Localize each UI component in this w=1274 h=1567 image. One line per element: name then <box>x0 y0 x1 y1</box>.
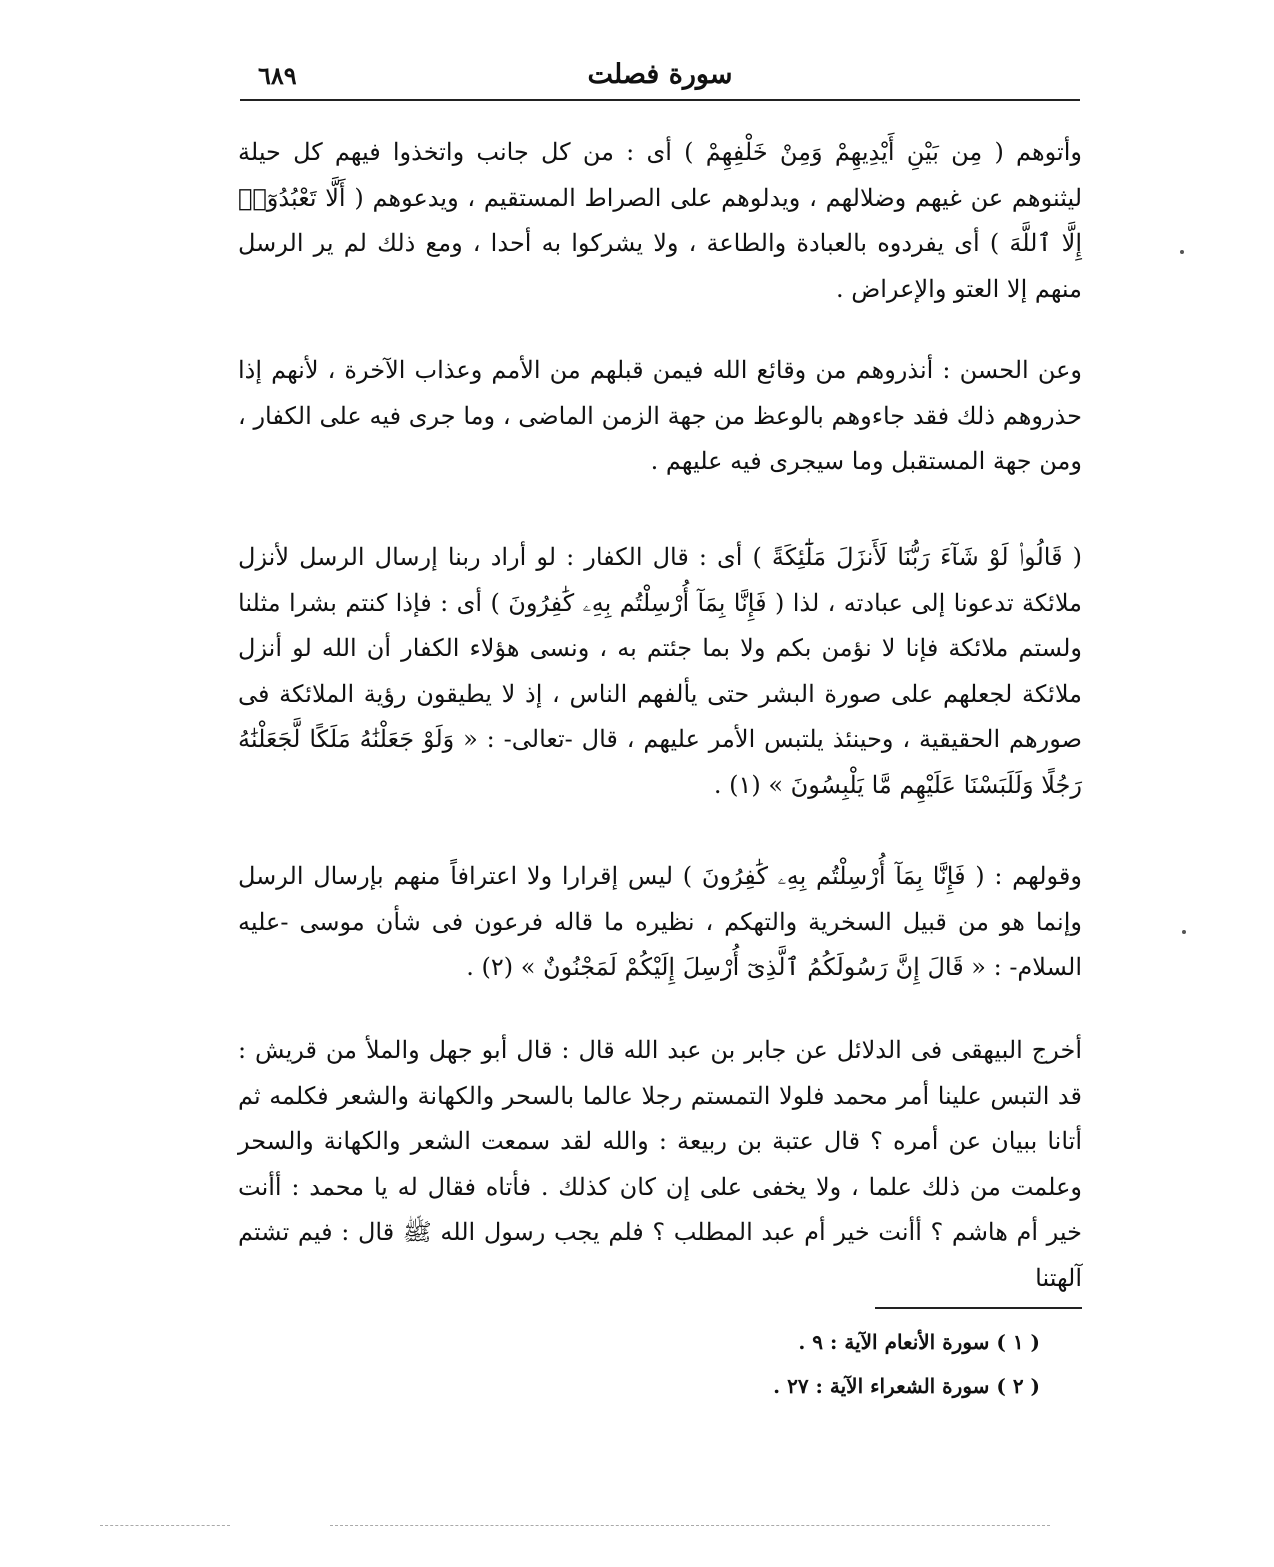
footnote: ( ١ ) سورة الأنعام الآية : ٩ . <box>798 1330 1040 1354</box>
scan-edge-line <box>330 1525 1050 1526</box>
paragraph: ( قَالُوا۟ لَوْ شَآءَ رَبُّنَا لَأَنزَلَ مَلَٰٓئِكَةً ) أى : قال الكفار : لو أراد ربنا إرسال الرسل لأنزل ملائكة تدعونا إلى عبادته ، لذا ( فَإِنَّا بِمَآ أُرْسِلْتُم بِهِۦ كَٰفِرُونَ ) أى : فإذا كنتم بشرا مثلنا ولستم ملائكة فإنا لا نؤمن بكم ولا بما جئتم به ، ونسى هؤلاء الكفار أن الله لو أنزل ملائكة لجعلهم على صورة البشر حتى يألفهم الناس ، إذ لا يطيقون رؤية الملائكة فى صورهم الحقيقية ، وحينئذ يلتبس الأمر عليهم ، قال -تعالى- : « وَلَوْ جَعَلْنَٰهُ مَلَكًا لَّجَعَلْنَٰهُ رَجُلًا وَلَلَبَسْنَا عَلَيْهِم مَّا يَلْبِسُونَ » (١) . <box>238 543 1083 799</box>
page-number: ٦٨٩ <box>258 61 297 90</box>
scan-speck <box>1180 250 1184 254</box>
scan-edge-line <box>100 1525 230 1526</box>
paragraph: وعن الحسن : أنذروهم من وقائع الله فيمن قبلهم من الأمم وعذاب الآخرة ، لأنهم إذا حذروهم ذلك فقد جاءوهم بالوعظ من جهة الزمن الماضى ، وما جرى فيه على الكفار ، ومن جهة المستقبل وما سيجرى فيه عليهم . <box>238 356 1082 475</box>
footnote: ( ٢ ) سورة الشعراء الآية : ٢٧ . <box>773 1374 1040 1398</box>
surah-title: سورة فصلت <box>587 59 733 90</box>
footnotes <box>700 1320 1040 1408</box>
header-divider <box>240 99 1080 101</box>
paragraph: وقولهم : ( فَإِنَّا بِمَآ أُرْسِلْتُم بِهِۦ كَٰفِرُونَ ) ليس إقرارا ولا اعترافاً منهم بإرسال الرسل وإنما هو من قبيل السخرية والتهكم ، نظيره ما قاله فرعون فى شأن موسى -عليه السلام- : « قَالَ إِنَّ رَسُولَكُمُ ٱلَّذِىٓ أُرْسِلَ إِلَيْكُمْ لَمَجْنُونٌ » (٢) . <box>238 862 1082 981</box>
main-text <box>238 130 1083 1292</box>
paragraph: وأتوهم ( مِن بَيْنِ أَيْدِيهِمْ وَمِنْ خَلْفِهِمْ ) أى : من كل جانب واتخذوا فيهم كل حيلة ليثنوهم عن غيهم وضلالهم ، ويدلوهم على الصراط المستقيم ، ويدعوهم ( أَلَّا تَعْبُدُوٓا۟ إِلَّا ٱللَّهَ ) أى يفردوه بالعبادة والطاعة ، ولا يشركوا به أحدا ، ومع ذلك لم ير الرسل منهم إلا العتو والإعراض . <box>238 138 1083 303</box>
footnote-divider <box>875 1307 1082 1309</box>
page-header <box>240 55 1080 99</box>
scan-speck <box>1182 930 1186 934</box>
paragraph: أخرج البيهقى فى الدلائل عن جابر بن عبد الله قال : قال أبو جهل والملأ من قريش : قد التبس علينا أمر محمد فلولا التمستم رجلا عالما بالسحر والكهانة والشعر فكلمه ثم أتانا ببيان عن أمره ؟ قال عتبة بن ربيعة : والله لقد سمعت الشعر والكهانة والسحر وعلمت من ذلك علما ، ولا يخفى على إن كان كذلك . فأتاه فقال له يا محمد : أأنت خير أم هاشم ؟ أأنت خير أم عبد المطلب ؟ فلم يجب رسول الله ﷺ قال : فيم تشتم آلهتنا <box>238 1036 1082 1292</box>
